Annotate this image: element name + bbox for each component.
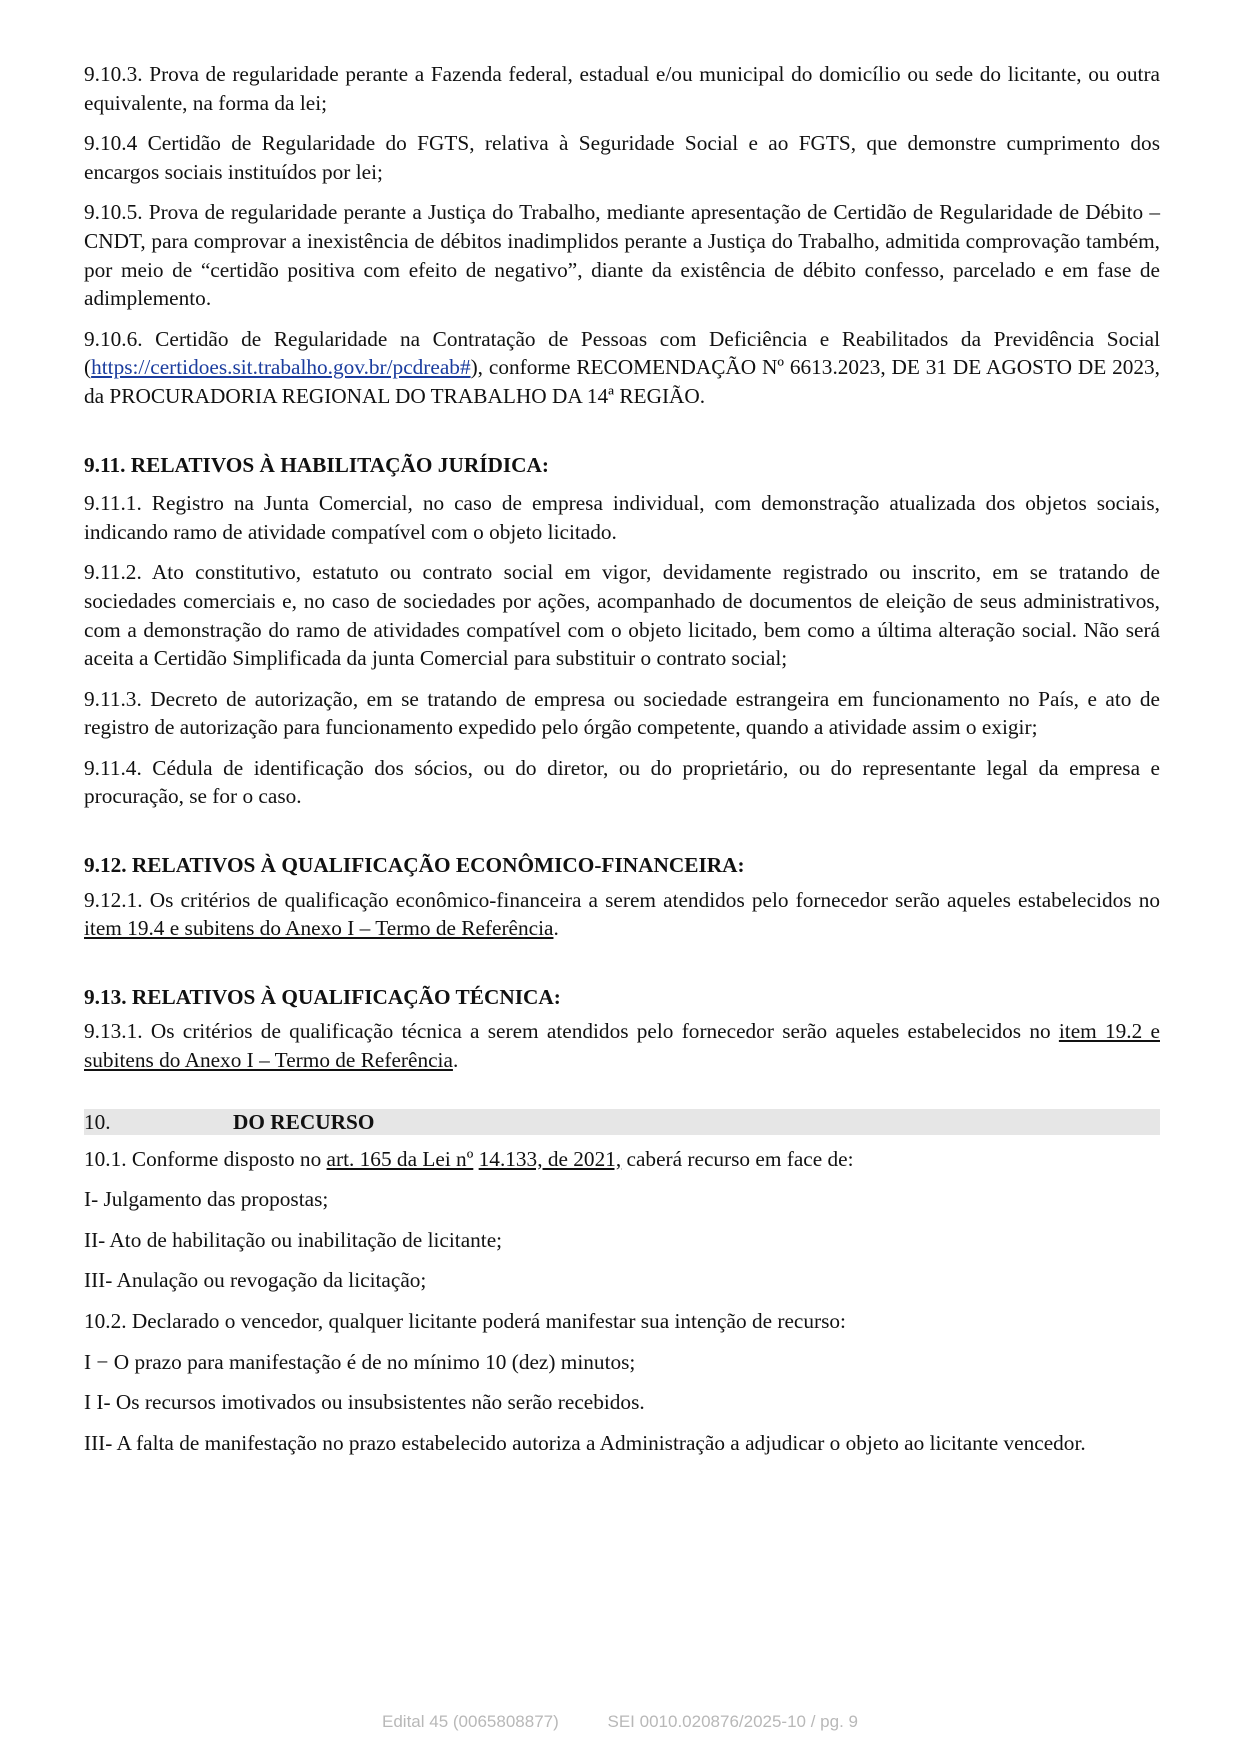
clause-9-10-5: 9.10.5. Prova de regularidade perante a Justiça do Trabalho, mediante apresentação de Certidão de Regularidade de Débito – CNDT, para comprovar a inexistência de débitos inadimplidos perante a Justiça do Trabalho, admitida comprovação também, por meio de “certidão positiva com efeito de negativo”, diante da existência de débito confesso, parcelado e em fase de adimplemento. [84,200,1160,311]
clause-text: 10.1. Conforme disposto no [84,1146,327,1171]
section-title: DO RECURSO [233,1109,375,1134]
heading-9-12: 9.12. RELATIVOS À QUALIFICAÇÃO ECONÔMICO-FINANCEIRA: [84,853,745,878]
clause-9-13-1 [84,1017,1160,1074]
reference-item-19-2: item 19.2 e subitens do Anexo I – Termo de Referência [84,1019,1160,1073]
clause-text: 9.13.1. Os critérios de qualificação técnica a serem atendidos pelo fornecedor serão aqueles estabelecidos no [84,1019,1059,1044]
clause-text: ), conforme RECOMENDAÇÃO Nº 6613.2023, DE 31 DE AGOSTO DE 2023, da PROCURADORIA REGIONAL DO TRABALHO DA 14ª REGIÃO. [84,355,1160,408]
heading-9-11: 9.11. RELATIVOS À HABILITAÇÃO JURÍDICA: [84,452,550,477]
list-item: III- Anulação ou revogação da licitação; [84,1268,427,1293]
footer-process-page: SEI 0010.020876/2025-10 / pg. 9 [607,1712,858,1731]
clause-9-10-3: 9.10.3. Prova de regularidade perante a Fazenda federal, estadual e/ou municipal do domicílio ou sede do licitante, ou outra equivalente, na forma da lei; [84,62,1160,115]
clause-text: . [553,916,559,941]
clause-text: 9.10.6. Certidão de Regularidade na Contratação de Pessoas com Deficiência e Reabilitados da Previdência Social ( [84,326,1160,380]
reference-item-19-4: item 19.4 e subitens do Anexo I – Termo de Referência [84,916,554,941]
clause-9-11-3: 9.11.3. Decreto de autorização, em se tratando de empresa ou sociedade estrangeira em funcionamento no País, e ato de registro de autorização para funcionamento expedido pelo órgão competente, quando a atividade assim o exigir; [84,686,1160,740]
section-10-header [84,1109,1160,1135]
clause-10-2: 10.2. Declarado o vencedor, qualquer licitante poderá manifestar sua intenção de recurso: [84,1309,846,1333]
section-number: 10. [84,1109,111,1134]
clause-9-10-4: 9.10.4 Certidão de Regularidade do FGTS, relativa à Seguridade Social e ao FGTS, que demonstre cumprimento dos encargos sociais instituídos por lei; [84,131,1160,184]
list-item: I- Julgamento das propostas; [84,1187,329,1212]
page-footer [0,1712,1240,1732]
section-10-body [84,1145,1160,1458]
clause-9-11-1: 9.11.1. Registro na Junta Comercial, no caso de empresa individual, com demonstração atualizada dos objetos sociais, indicando ramo de atividade compatível com o objeto licitado. [84,491,1160,544]
list-item: I − O prazo para manifestação é de no mínimo 10 (dez) minutos; [84,1349,636,1374]
clause-9-11-4: 9.11.4. Cédula de identificação dos sócios, ou do diretor, ou do proprietário, ou do representante legal da empresa e procuração, se for o caso. [84,755,1160,809]
document-page [84,60,1160,1469]
certidoes-link[interactable]: https://certidoes.sit.trabalho.gov.br/pcdreab# [91,355,471,380]
footer-document-id: Edital 45 (0065808877) [382,1712,559,1731]
clause-text: 9.12.1. Os critérios de qualificação econômico-financeira a serem atendidos pelo fornecedor serão aqueles estabelecidos no [84,887,1160,912]
list-item: III- A falta de manifestação no prazo estabelecido autoriza a Administração a adjudicar o objeto ao licitante vencedor. [84,1430,1086,1455]
list-item: II- Ato de habilitação ou inabilitação de licitante; [84,1227,503,1252]
clause-9-11-2: 9.11.2. Ato constitutivo, estatuto ou contrato social em vigor, devidamente registrado ou inscrito, em se tratando de sociedades comerciais e, no caso de sociedades por ações, acompanhado de documentos de eleição de seus administrativos, com a demonstração do ramo de atividades compatível com o objeto licitado, bem como a última alteração social. Não será aceita a Certidão Simplificada da junta Comercial para substituir o contrato social; [84,560,1160,671]
list-item: I I- Os recursos imotivados ou insubsistentes não serão recebidos. [84,1390,645,1415]
clause-text: caberá recurso em face de: [621,1146,854,1171]
reference-art-165: art. 165 da Lei nº [326,1146,474,1171]
clause-9-12-1 [84,886,1160,943]
reference-lei-14133: 14.133, de 2021, [478,1146,622,1171]
clause-10-1 [84,1145,1160,1174]
clause-text: . [452,1048,459,1073]
clause-9-10-6 [84,325,1160,411]
heading-9-13: 9.13. RELATIVOS À QUALIFICAÇÃO TÉCNICA: [84,984,561,1009]
